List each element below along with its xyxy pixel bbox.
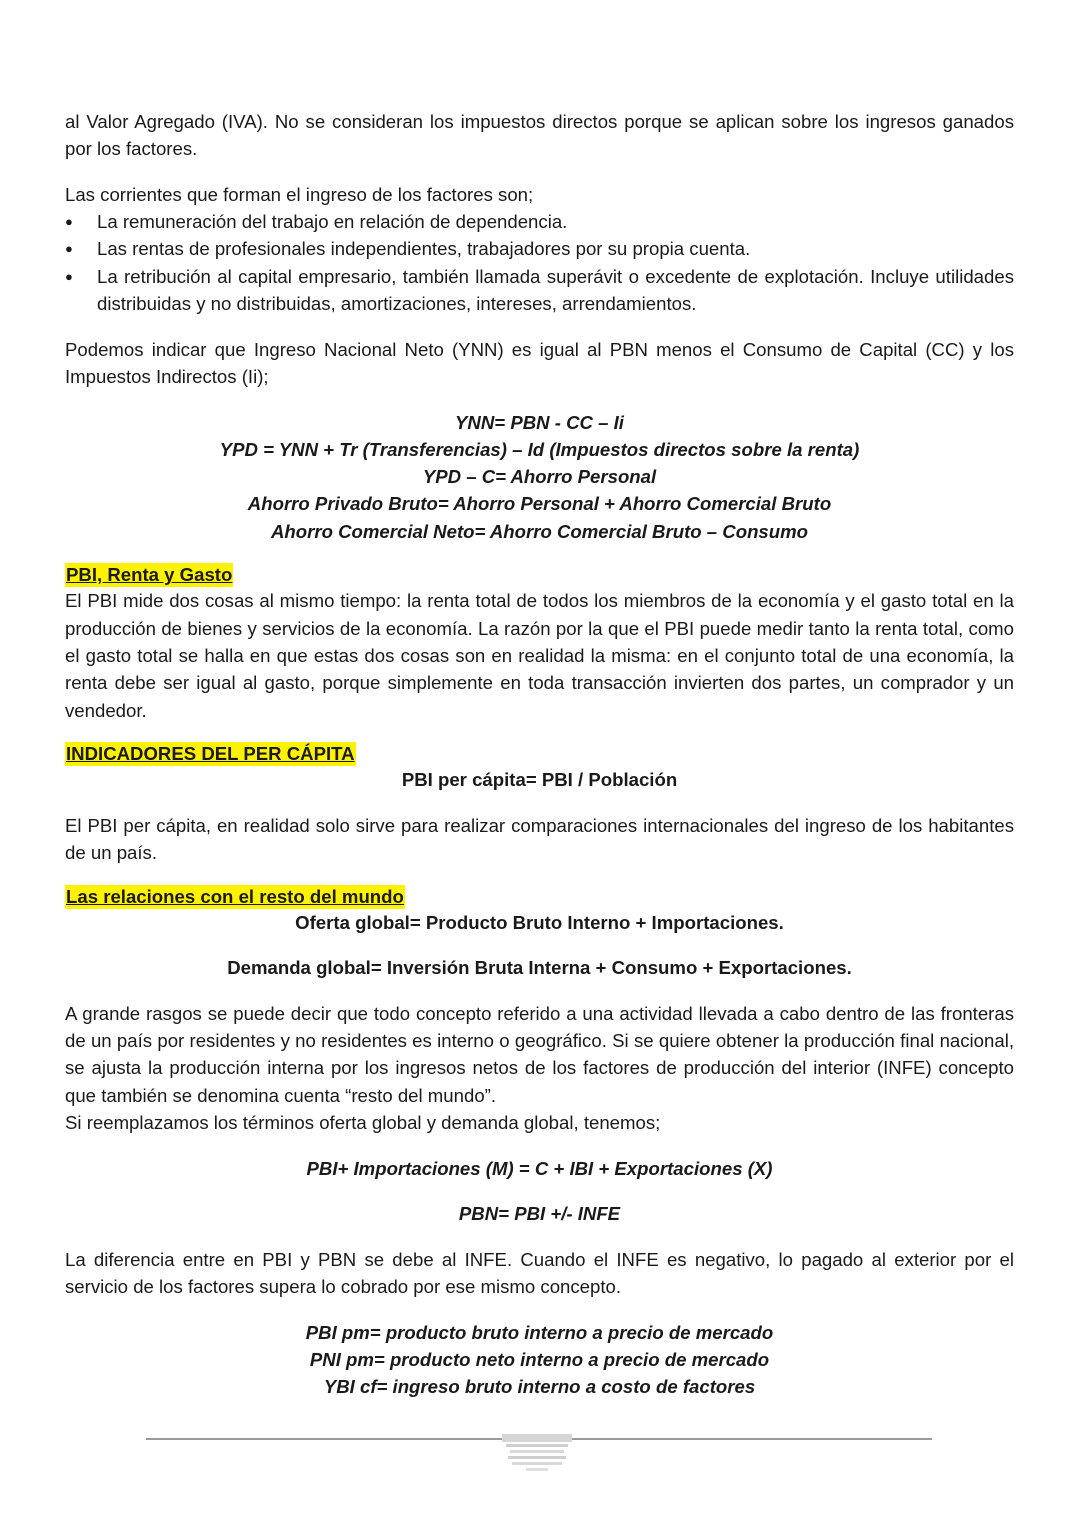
corrientes-list [65,208,1014,317]
footer-logo-icon [496,1434,578,1474]
section-heading-percapita: INDICADORES DEL PER CÁPITA [66,743,355,765]
formula-ahorro-privado: Ahorro Privado Bruto= Ahorro Personal + Ahorro Comercial Bruto [247,493,832,515]
formula-block-ingreso [65,409,1014,545]
list-item: ● La remuneración del trabajo en relación de dependencia. [65,208,1014,235]
section-heading-mundo: Las relaciones con el resto del mundo [66,885,404,907]
document-page [65,108,1014,1401]
formula-ypd: YPD = YNN + Tr (Transferencias) – Id (Impuestos directos sobre la renta) [219,438,860,460]
formula-pbi-pm: PBI pm= producto bruto interno a precio de mercado [305,1321,774,1343]
paragraph-pbi: El PBI mide dos cosas al mismo tiempo: la renta total de todos los miembros de la economía y el gasto total en la producción de bienes y servicios de la economía. La razón por la que el PBI puede medir tanto la renta total, como el gasto total se halla en que estas dos cosas son en realidad la misma: en el conjunto total de una economía, la renta debe ser igual al gasto, porque simplemente en toda transacción invierten dos partes, un comprador y un vendedor. [65,590,1014,721]
formula-ybi-cf: YBI cf= ingreso bruto interno a costo de factores [323,1376,756,1398]
list-item: ● Las rentas de profesionales independientes, trabajadores por su propia cuenta. [65,235,1014,262]
formula-pbn: PBN= PBI +/- INFE [458,1203,621,1225]
formula-percapita: PBI per cápita= PBI / Población [401,769,678,791]
paragraph-diferencia: La diferencia entre en PBI y PBN se debe al INFE. Cuando el INFE es negativo, lo pagado al exterior por el servicio de los factores supera lo cobrado por ese mismo concepto. [65,1248,1014,1298]
paragraph-ynn: Podemos indicar que Ingreso Nacional Neto (YNN) es igual al PBN menos el Consumo de Capital (CC) y los Impuestos Indirectos (Ii); [65,338,1014,387]
corrientes-intro: Las corrientes que forman el ingreso de los factores son; [65,183,534,205]
paragraph-rasgos: A grande rasgos se puede decir que todo concepto referido a una actividad llevada a cabo dentro de las fronteras de un país por residentes y no residentes es interno o geográfico. Si se quiere obtener la producción final nacional, se ajusta la producción interna por los ingresos netos de los factores de producción del interior (INFE) concepto que también se denomina cuenta “resto del mundo”. [65,1002,1014,1106]
formula-oferta: Oferta global= Producto Bruto Interno + Importaciones. [295,911,784,933]
list-item: ● La retribución al capital empresario, también llamada superávit o excedente de explotación. Incluye utilidades distribuidas y no distribuidas, amortizaciones, intereses, arrendamientos. [65,263,1014,318]
section-heading-pbi: PBI, Renta y Gasto [66,564,233,586]
paragraph-reemplazamos: Si reemplazamos los términos oferta global y demanda global, tenemos; [65,1111,661,1133]
formula-ahorro-comercial: Ahorro Comercial Neto= Ahorro Comercial Bruto – Consumo [270,520,809,542]
formula-pni-pm: PNI pm= producto neto interno a precio de mercado [309,1348,770,1370]
formula-pbi-importaciones: PBI+ Importaciones (M) = C + IBI + Exportaciones (X) [306,1157,773,1179]
paragraph-percapita: El PBI per cápita, en realidad solo sirve para realizar comparaciones internacionales del ingreso de los habitantes de un país. [65,814,1014,864]
formula-block-definiciones [65,1319,1014,1401]
paragraph-iva: al Valor Agregado (IVA). No se consideran los impuestos directos porque se aplican sobre los ingresos ganados por los factores. [65,111,1014,160]
page-footer [146,1438,932,1478]
formula-ahorro-personal: YPD – C= Ahorro Personal [422,466,657,488]
formula-ynn: YNN= PBN - CC – Ii [455,411,624,433]
formula-demanda: Demanda global= Inversión Bruta Interna + Consumo + Exportaciones. [227,957,852,979]
